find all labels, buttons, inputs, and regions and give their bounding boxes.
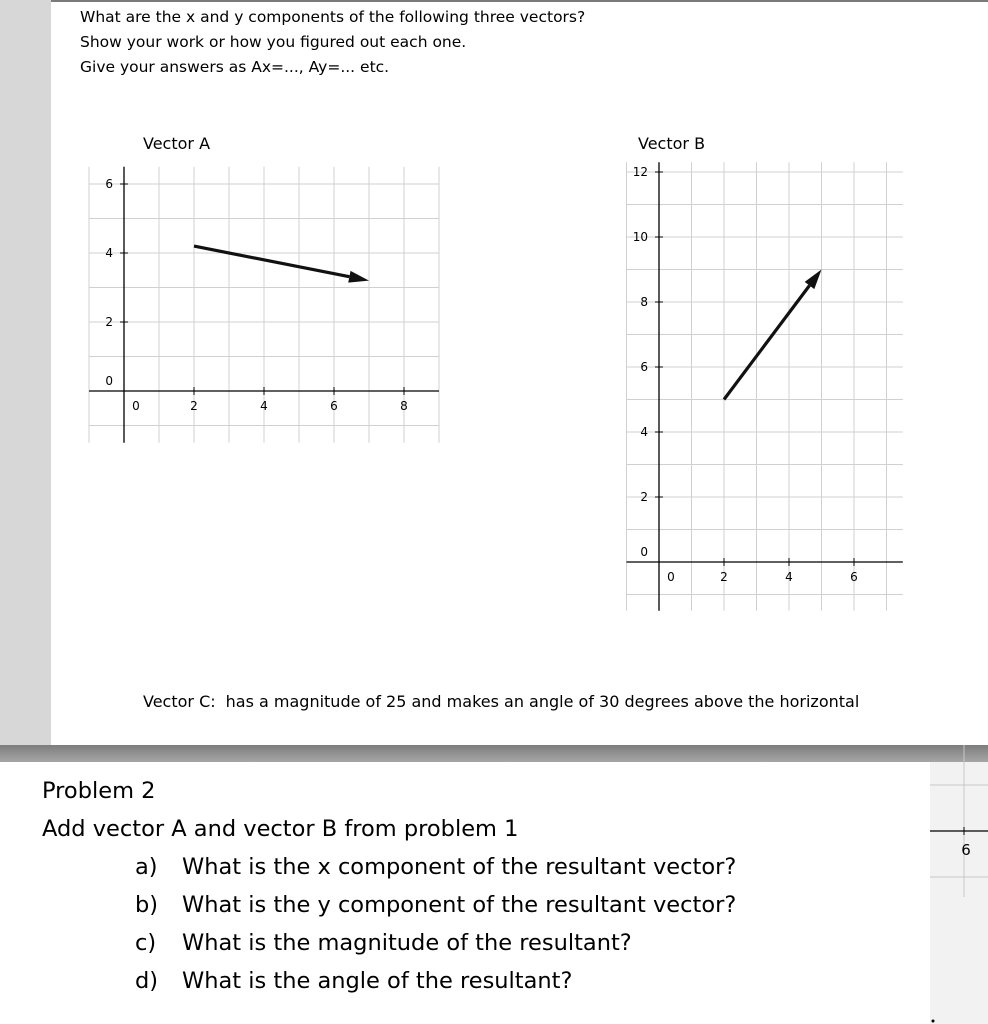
fragment-dot: [932, 1020, 935, 1023]
vector-a-y-tick-label: 0: [105, 374, 113, 388]
vector-a-graph: [80, 165, 450, 455]
vector-b-graph: [620, 160, 910, 615]
vector-a-x-tick-label: 0: [132, 399, 140, 413]
vector-c-label: Vector C:: [143, 692, 216, 711]
vector-a-vector-arrowhead: [348, 271, 369, 283]
vector-b-x-tick-label: 0: [667, 570, 675, 584]
vector-a-y-tick-label: 2: [105, 315, 113, 329]
vector-b-y-tick-label: 6: [640, 360, 648, 374]
left-page-margin: [0, 0, 51, 745]
question-b-letter: b): [135, 892, 159, 918]
vector-b-y-tick-label: 12: [632, 165, 648, 179]
vector-b-x-tick-label: 4: [785, 570, 793, 584]
vector-b-y-tick-label: 4: [640, 425, 648, 439]
question-c: [135, 924, 632, 962]
instruction-line-1: What are the x and y components of the following three vectors?: [80, 8, 586, 26]
vector-b-y-tick-label: 2: [640, 490, 648, 504]
vector-b-y-tick-label: 8: [640, 295, 648, 309]
vector-b-x-tick-label: 6: [850, 570, 858, 584]
vector-b-vector-line: [724, 286, 810, 400]
top-page-border: [51, 0, 988, 2]
question-a: [135, 848, 736, 886]
page-divider: [0, 745, 988, 762]
vector-b-x-tick-label: 2: [720, 570, 728, 584]
cropped-graph-fragment: [930, 745, 988, 1024]
instruction-line-3: Give your answers as Ax=..., Ay=... etc.: [80, 58, 390, 76]
vector-a-vector-line: [194, 246, 349, 277]
vector-a-y-tick-label: 4: [105, 246, 113, 260]
question-c-letter: c): [135, 930, 157, 956]
question-b-text: What is the y component of the resultant vector?: [182, 892, 737, 918]
question-a-text: What is the x component of the resultant vector?: [182, 854, 737, 880]
question-d: [135, 962, 572, 1000]
question-c-text: What is the magnitude of the resultant?: [182, 930, 632, 956]
vector-a-x-tick-label: 6: [330, 399, 338, 413]
question-d-text: What is the angle of the resultant?: [182, 968, 573, 994]
vector-c-description: has a magnitude of 25 and makes an angle of 30 degrees above the horizontal: [225, 692, 860, 711]
fragment-tick-label: 6: [961, 841, 971, 859]
vector-a-x-tick-label: 4: [260, 399, 268, 413]
vector-b-y-tick-label: 10: [632, 230, 648, 244]
vector-a-y-tick-label: 6: [105, 177, 113, 191]
vector-b-title: Vector B: [638, 134, 706, 153]
vector-a-x-tick-label: 2: [190, 399, 198, 413]
problem-2-prompt: Add vector A and vector B from problem 1: [42, 816, 519, 842]
question-d-letter: d): [135, 968, 159, 994]
question-b: [135, 886, 736, 924]
question-a-letter: a): [135, 854, 158, 880]
vector-a-x-tick-label: 8: [400, 399, 408, 413]
vector-b-y-tick-label: 0: [640, 545, 648, 559]
vector-a-title: Vector A: [143, 134, 211, 153]
vector-c-statement: [143, 692, 859, 711]
instruction-line-2: Show your work or how you figured out each one.: [80, 33, 467, 51]
problem-2-heading: Problem 2: [42, 778, 156, 804]
